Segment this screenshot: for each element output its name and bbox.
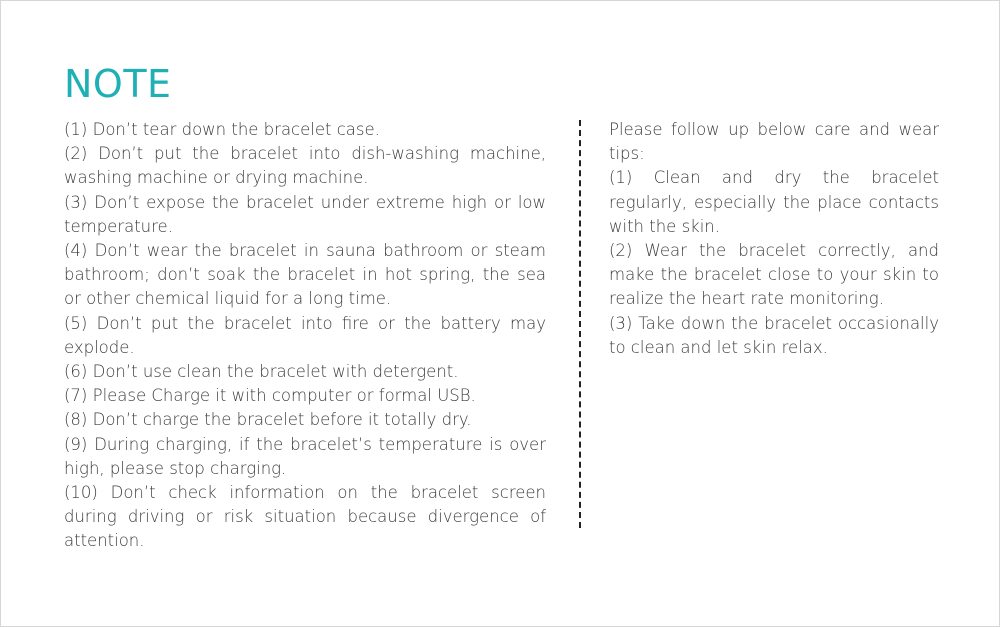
care-tip-item: (2) Wear the bracelet correctly, and make the bracelet close to your skin to realize the heart rate monitoring. <box>609 241 939 309</box>
warning-item: (3) Don’t expose the bracelet under extreme high or low temperature. <box>64 192 546 236</box>
warnings-column <box>64 118 546 554</box>
warning-item: (2) Don’t put the bracelet into dish-washing machine, washing machine or drying machine. <box>64 144 546 188</box>
care-tips-intro: Please follow up below care and wear tips: <box>609 120 939 164</box>
care-tips-column <box>609 118 939 360</box>
warning-item: (4) Don’t wear the bracelet in sauna bathroom or steam bathroom; don’t soak the bracelet in hot spring, the sea or other chemical liquid for a long time. <box>64 241 546 309</box>
warning-item: (8) Don’t charge the bracelet before it totally dry. <box>64 410 472 430</box>
warning-item: (9) During charging, if the bracelet’s temperature is over high, please stop charging. <box>64 434 546 478</box>
page-title: NOTE <box>64 62 172 106</box>
care-tip-item: (3) Take down the bracelet occasionally to clean and let skin relax. <box>609 313 939 357</box>
column-divider <box>579 120 581 528</box>
care-tip-item: (1) Clean and dry the bracelet regularly, especially the place contacts with the skin. <box>609 168 939 236</box>
warning-item: (1) Don’t tear down the bracelet case. <box>64 120 380 139</box>
warning-item: (5) Don’t put the bracelet into fire or the battery may explode. <box>64 313 546 357</box>
warning-item: (7) Please Charge it with computer or formal USB. <box>64 386 476 406</box>
warning-item: (10) Don’t check information on the bracelet screen during driving or risk situation because divergence of attention. <box>64 483 546 551</box>
warning-item: (6) Don’t use clean the bracelet with detergent. <box>64 362 459 382</box>
